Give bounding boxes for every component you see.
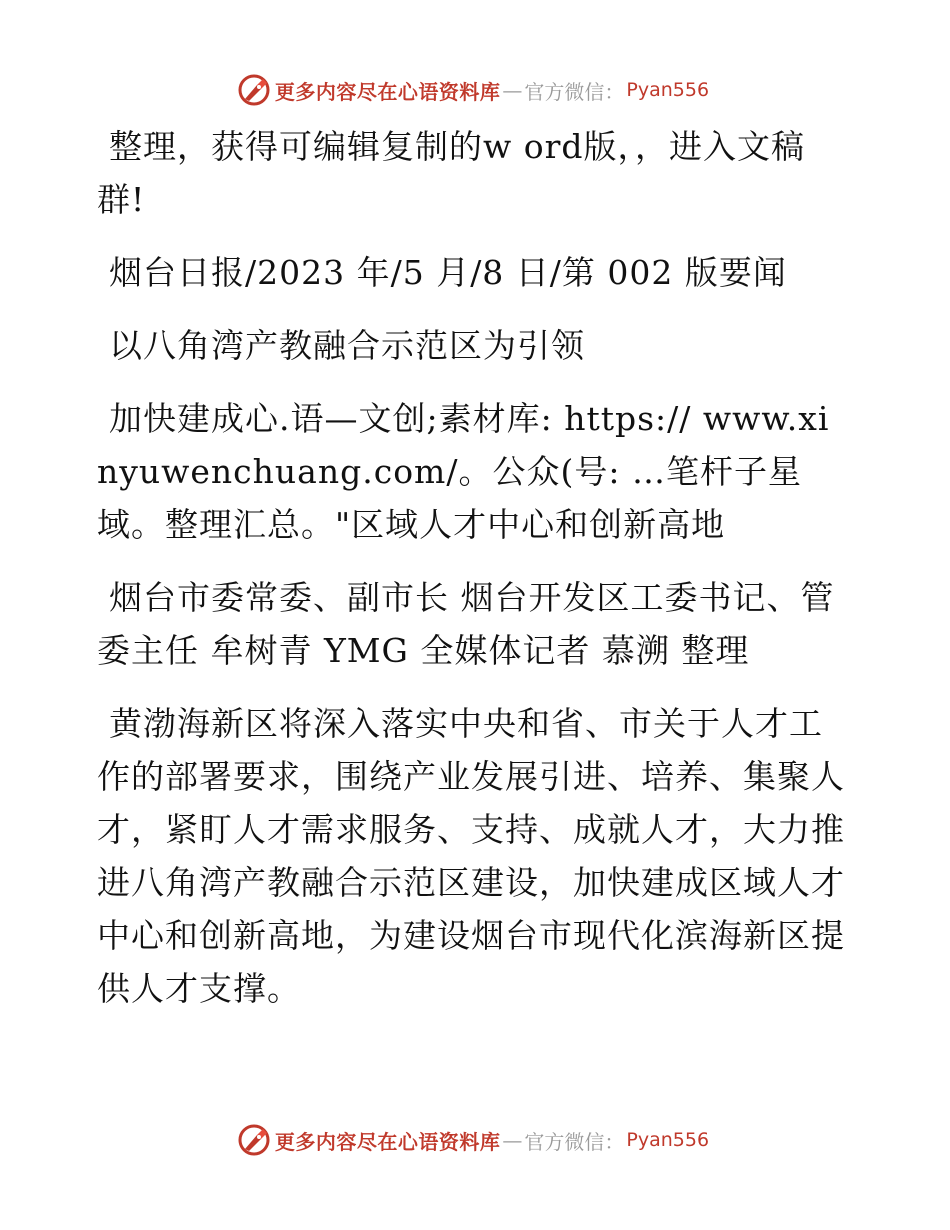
banner-slogan: 更多内容尽在心语资料库 xyxy=(274,1129,501,1154)
document-body xyxy=(97,120,849,1035)
banner-content xyxy=(237,1123,709,1157)
banner-separator: — xyxy=(502,1128,523,1152)
paragraph-headline: 以八角湾产教融合示范区为引领 xyxy=(109,326,585,365)
paragraph-intro: 整理，获得可编辑复制的w ord版，，进入文稿群! xyxy=(97,127,806,219)
banner-slogan: 更多内容尽在心语资料库 xyxy=(274,79,501,104)
paragraph-subheadline: 加快建成心.语—文创;素材库: https:// www.xinyuwenchuang.com/。公众(号: …笔杆子星域。整理汇总。"区域人才中心和创新高地 xyxy=(97,399,830,544)
banner-wechat-id: Pyan556 xyxy=(626,79,710,101)
footer-banner xyxy=(0,1120,950,1160)
banner-wechat-label: 官方微信： xyxy=(524,1129,625,1154)
pen-nib-logo-icon xyxy=(237,73,271,107)
banner-separator: — xyxy=(502,78,523,102)
pen-nib-logo-icon xyxy=(237,1123,271,1157)
banner-wechat-label: 官方微信： xyxy=(524,79,625,104)
header-banner xyxy=(0,70,950,110)
paragraph-source: 烟台日报/2023 年/5 月/8 日/第 002 版要闻 xyxy=(109,253,787,292)
banner-content xyxy=(237,73,709,107)
banner-wechat-id: Pyan556 xyxy=(626,1129,710,1151)
paragraph-body: 黄渤海新区将深入落实中央和省、市关于人才工作的部署要求，围绕产业发展引进、培养、集聚人才，紧盯人才需求服务、支持、成就人才，大力推进八角湾产教融合示范区建设，加快建成区域人才中心和创新高地，为建设烟台市现代化滨海新区提供人才支撑。 xyxy=(97,704,845,1008)
paragraph-byline: 烟台市委常委、副市长 烟台开发区工委书记、管委主任 牟树青 YMG 全媒体记者 慕溯 整理 xyxy=(97,578,835,670)
